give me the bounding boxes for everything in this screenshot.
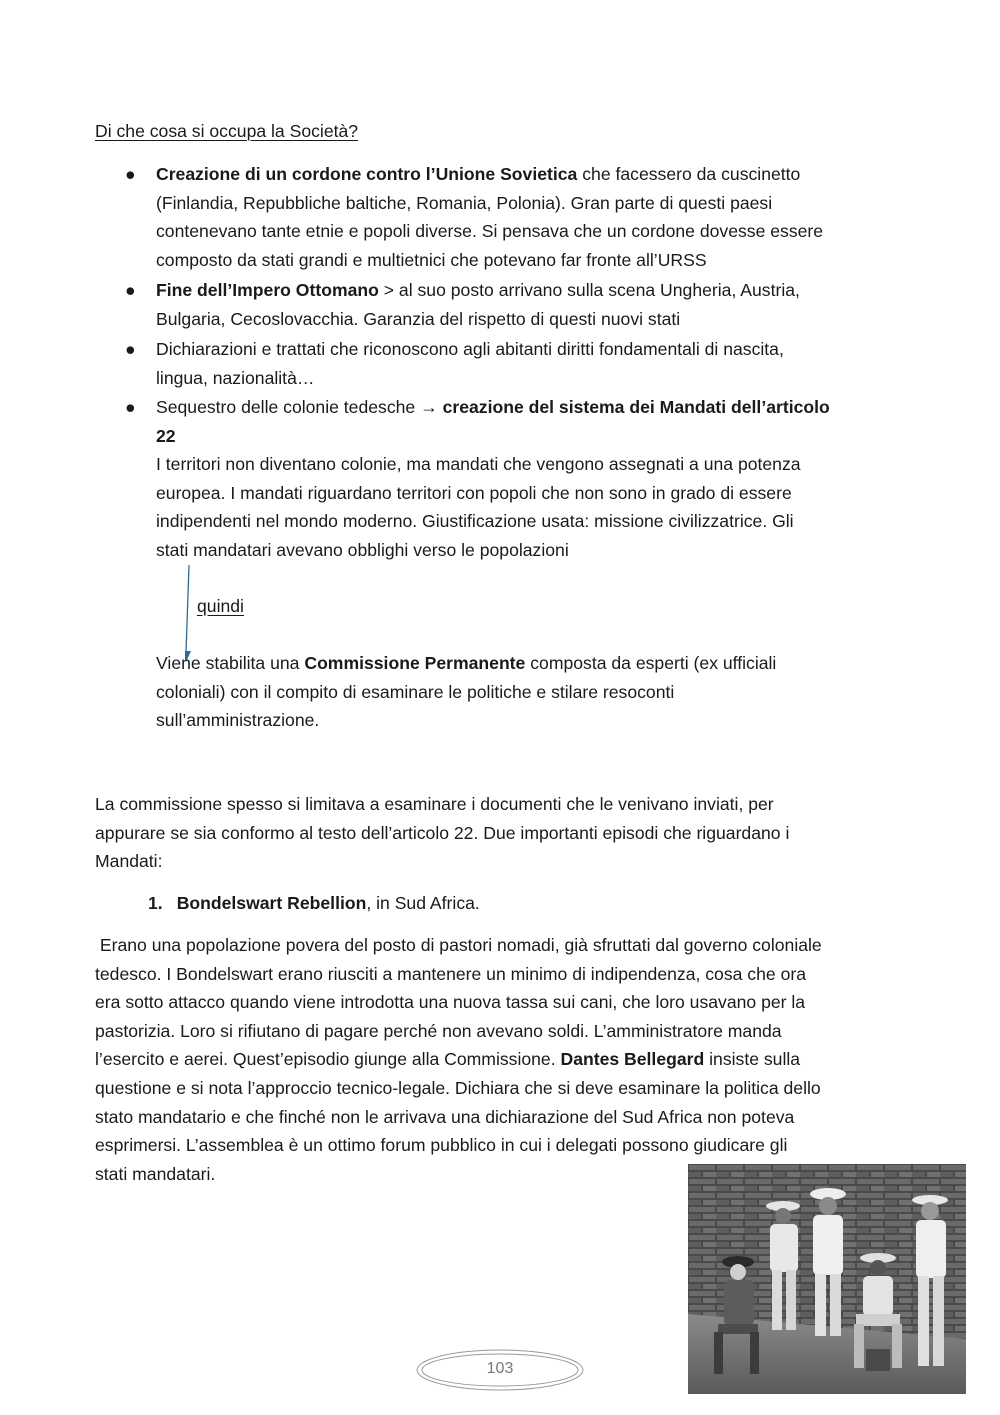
- bullet-item-cordone: [156, 160, 916, 274]
- bullet-text: Sequestro delle colonie tedesche: [156, 397, 421, 417]
- paragraph-line: pastorizia. Loro si rifiutano di pagare perché non avevano soldi. L’amministratore manda: [95, 1020, 782, 1041]
- arrow-right-icon: →: [420, 397, 438, 417]
- bullet-line: stati mandatari avevano obblighi verso le popolazioni: [156, 539, 569, 560]
- bullet-bold: Fine dell’Impero Ottomano: [156, 280, 379, 300]
- paragraph-line: questione e si nota l’approccio tecnico-legale. Dichiara che si deve esaminare la politica dello: [95, 1077, 821, 1098]
- bullet-line: composto da stati grandi e multietnici che potevano far fronte all’URSS: [156, 249, 707, 270]
- paragraph-line: Mandati:: [95, 851, 163, 872]
- bullet-dot: ●: [125, 397, 136, 417]
- bullet-dot: ●: [125, 164, 136, 184]
- bullet-line: indipendenti nel mondo moderno. Giustificazione usata: missione civilizzatrice. Gli: [156, 511, 794, 532]
- paragraph-line: La commissione spesso si limitava a esaminare i documenti che le venivano inviati, per: [95, 794, 774, 814]
- bullet-bold: 22: [156, 425, 176, 446]
- paragraph-line: tedesco. I Bondelswart erano riusciti a mantenere un minimo di indipendenza, cosa che ora: [95, 963, 806, 984]
- bullet-line: lingua, nazionalità…: [156, 367, 315, 388]
- paragraph-text: l’esercito e aerei. Quest’episodio giunge alla Commissione.: [95, 1049, 561, 1070]
- paragraph-line: era sotto attacco quando viene introdotta una nuova tassa sui cani, che loro usavano per la: [95, 992, 806, 1013]
- bullet-bold: Creazione di un cordone contro l’Unione Sovietica: [156, 164, 578, 184]
- paragraph-commission: [95, 790, 915, 876]
- bullet-dot: ●: [125, 280, 136, 300]
- commission-bold: Commissione Permanente: [304, 653, 526, 673]
- item-text: , in Sud Africa.: [366, 893, 480, 913]
- paragraph-text: insiste sulla: [704, 1049, 801, 1070]
- item-bold: Bondelswart Rebellion: [176, 893, 367, 913]
- historical-photo: [688, 1164, 966, 1394]
- paragraph-bondelswart: [95, 931, 915, 1188]
- paragraph-line: Erano una popolazione povera del posto di pastori nomadi, già sfruttati dal governo coloniale: [95, 935, 822, 955]
- commission-line: sull’amministrazione.: [156, 710, 320, 731]
- paragraph-bold: Dantes Bellegard: [560, 1049, 705, 1070]
- quindi-label: quindi: [197, 596, 244, 616]
- paragraph-line: stati mandatari.: [95, 1163, 216, 1184]
- paragraph-line: stato mandatario e che finché non le arrivava una dichiarazione del Sud Africa non poteva: [95, 1106, 795, 1127]
- paragraph-line: appurare se sia conformo al testo dell’articolo 22. Due importanti episodi che riguardano i: [95, 822, 790, 843]
- bullet-item-impero: [156, 276, 916, 333]
- bullet-item-dichiarazioni: [156, 335, 916, 392]
- bullet-text: > al suo posto arrivano sulla scena Ungheria, Austria,: [378, 280, 800, 300]
- commission-text: Viene stabilita una: [156, 653, 305, 673]
- commission-text: composta da esperti (ex ufficiali: [525, 653, 777, 673]
- bullet-line: (Finlandia, Repubbliche baltiche, Romania, Polonia). Gran parte di questi paesi: [156, 192, 773, 213]
- bullet-text: che facessero da cuscinetto: [577, 164, 801, 184]
- bullet-line: I territori non diventano colonie, ma mandati che vengono assegnati a una potenza: [156, 454, 801, 475]
- bullet-line: Dichiarazioni e trattati che riconoscono agli abitanti diritti fondamentali di nascita,: [156, 339, 784, 359]
- section-question: Di che cosa si occupa la Società?: [95, 121, 359, 141]
- page-number: 103: [486, 1360, 514, 1377]
- commission-paragraph: [156, 649, 916, 735]
- paragraph-line: esprimersi. L’assemblea è un ottimo forum pubblico in cui i delegati possono giudicare gli: [95, 1135, 788, 1156]
- bullet-line: Bulgaria, Cecoslovacchia. Garanzia del rispetto di questi nuovi stati: [156, 308, 681, 329]
- numbered-item: [148, 889, 480, 918]
- bullet-line: contenevano tante etnie e popoli diverse. Si pensava che un cordone dovesse essere: [156, 221, 824, 242]
- bullet-dot: ●: [125, 339, 136, 359]
- bullet-item-mandati: [156, 393, 916, 565]
- bullet-bold: creazione del sistema dei Mandati dell’articolo: [437, 397, 830, 417]
- bullet-line: europea. I mandati riguardano territori con popoli che non sono in grado di essere: [156, 482, 792, 503]
- commission-line: coloniali) con il compito di esaminare le politiche e stilare resoconti: [156, 681, 675, 702]
- item-number: 1.: [148, 893, 163, 913]
